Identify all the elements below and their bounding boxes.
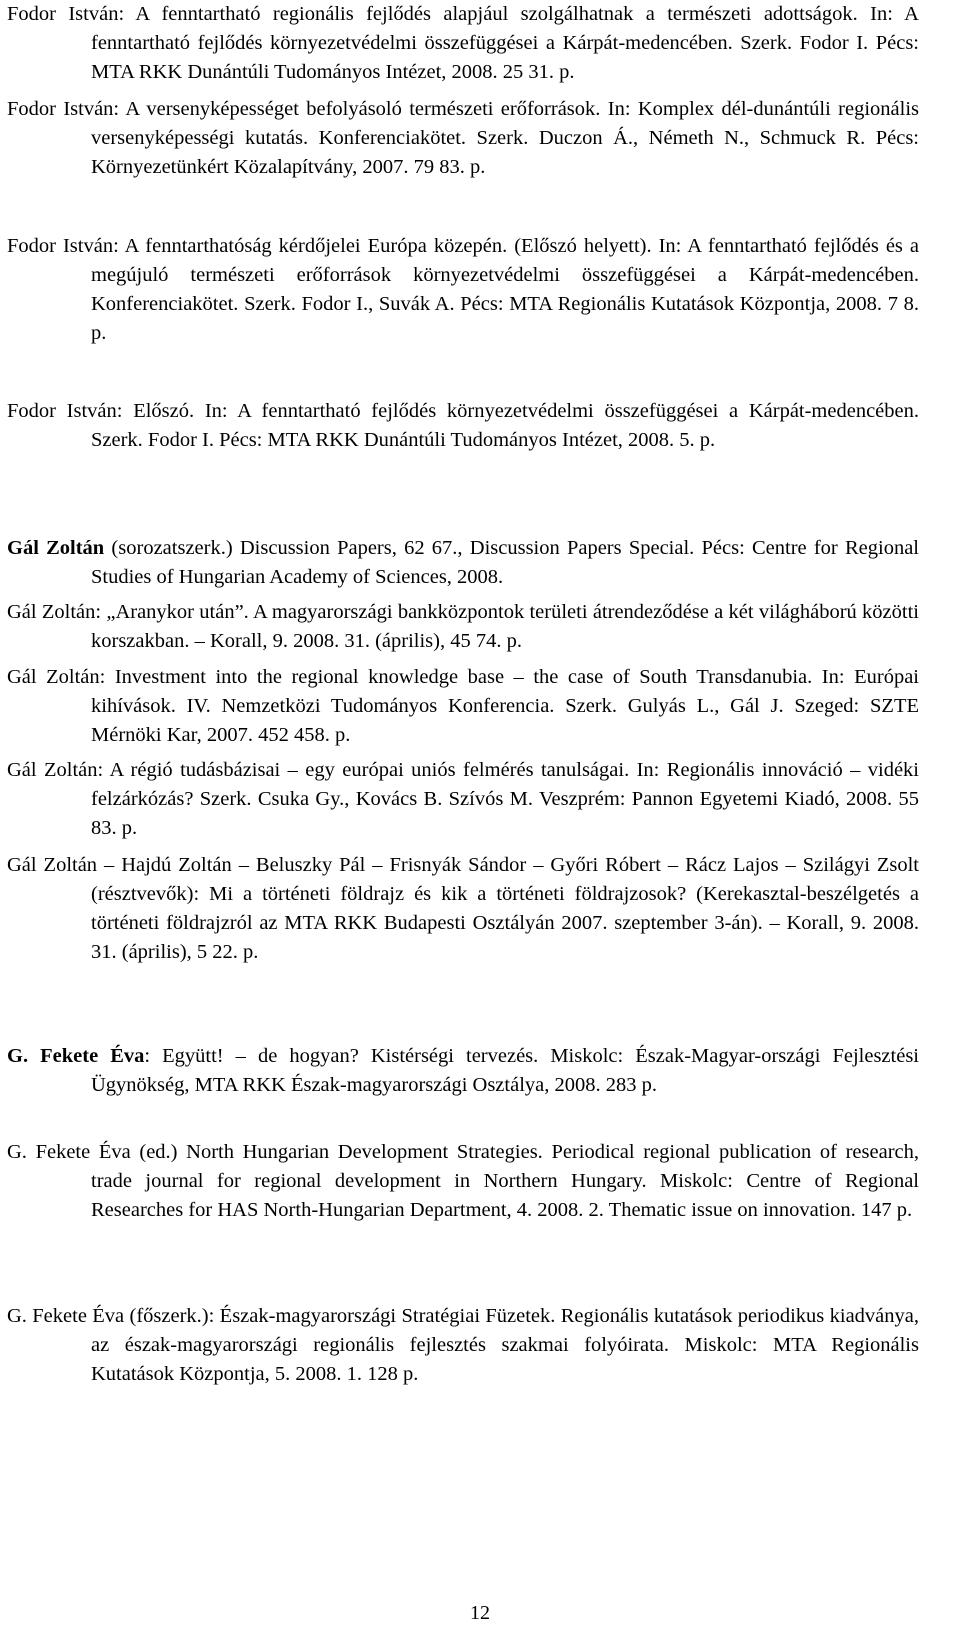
entry-text: Fodor István: Előszó. In: A fenntartható fejlődés környezetvédelmi összefüggései a Kárpát-medencében. Szerk. Fodor I. Pécs: MTA RKK Dunántúli Tudományos Intézet, 2008. 5. p. [7,400,919,451]
entry-text: : Együtt! – de hogyan? Kistérségi tervezés. Miskolc: Észak-Magyar-országi Fejlesztési Ügynökség, MTA RKK Észak-magyarországi Osztálya, 2008. 283 p. [91,1045,919,1096]
bibliography-entry [7,534,919,592]
bibliography-entry [7,756,919,843]
entry-text: Gál Zoltán: Investment into the regional knowledge base – the case of South Transdanubia. In: Európai kihívások. IV. Nemzetközi Tudományos Konferencia. Szerk. Gulyás L., Gál J. Szeged: SZTE Mérnöki Kar, 2007. 452 458. p. [7,666,919,746]
entry-text: Gál Zoltán: A régió tudásbázisai – egy európai uniós felmérés tanulságai. In: Regionális innováció – vidéki felzárkózás? Szerk. Csuka Gy., Kovács B. Szívós M. Veszprém: Pannon Egyetemi Kiadó, 2008. 55 83. p. [7,759,919,839]
bibliography-entry [7,95,919,182]
entry-text: Gál Zoltán – Hajdú Zoltán – Beluszky Pál – Frisnyák Sándor – Győri Róbert – Rácz Lajos – Szilágyi Zsolt (résztvevők): Mi a történeti földrajz és kik a történeti földrajzosok? (Kerekasztal-beszélgetés a történeti földrajzról az MTA RKK Budapesti Osztályán 2007. szeptember 3-án). – Korall, 9. 2008. 31. (április), 5 22. p. [7,854,919,963]
entry-text: Fodor István: A fenntartható regionális fejlődés alapjául szolgálhatnak a természeti adottságok. In: A fenntartható fejlődés környezetvédelmi összefüggései a Kárpát-medencében. Szerk. Fodor I. Pécs: MTA RKK Dunántúli Tudományos Intézet, 2008. 25 31. p. [7,3,919,83]
page-number: 12 [470,1602,490,1624]
entry-text: Gál Zoltán: „Aranykor után”. A magyarországi bankközpontok területi átrendeződése a két világháború közötti korszakban. – Korall, 9. 2008. 31. (április), 45 74. p. [7,601,919,652]
bibliography-entry [7,232,919,348]
bibliography-entry [7,0,919,87]
bibliography-entry [7,1042,919,1100]
bibliography-entry [7,1302,919,1389]
bibliography-entry [7,851,919,967]
entry-text: (sorozatszerk.) Discussion Papers, 62 67., Discussion Papers Special. Pécs: Centre for Regional Studies of Hungarian Academy of Sciences, 2008. [91,537,919,588]
bibliography-entry [7,663,919,750]
author-name: G. Fekete Éva [7,1045,145,1067]
author-name: Gál Zoltán [7,537,105,559]
entry-text: G. Fekete Éva (főszerk.): Észak-magyarországi Stratégiai Füzetek. Regionális kutatások periodikus kiadványa, az észak-magyarországi regionális fejlesztés szakmai folyóirata. Miskolc: MTA Regionális Kutatások Központja, 5. 2008. 1. 128 p. [7,1305,919,1385]
entry-text: Fodor István: A fenntarthatóság kérdőjelei Európa közepén. (Előszó helyett). In: A fenntartható fejlődés és a megújuló természeti erőforrások környezetvédelmi összefüggései a Kárpát-medencében. Konferenciakötet. Szerk. Fodor I., Suvák A. Pécs: MTA Regionális Kutatások Központja, 2008. 7 8. p. [7,235,919,344]
entry-text: Fodor István: A versenyképességet befolyásoló természeti erőforrások. In: Komplex dél-dunántúli regionális versenyképességi kutatás. Konferenciakötet. Szerk. Duczon Á., Németh N., Schmuck R. Pécs: Környezetünkért Közalapítvány, 2007. 79 83. p. [7,98,919,178]
entry-text: G. Fekete Éva (ed.) North Hungarian Development Strategies. Periodical regional publication of research, trade journal for regional development in Northern Hungary. Miskolc: Centre of Regional Researches for HAS North-Hungarian Department, 4. 2008. 2. Thematic issue on innovation. 147 p. [7,1141,919,1221]
bibliography-entry [7,1138,919,1225]
bibliography-entry [7,598,919,656]
bibliography-entry [7,397,919,455]
